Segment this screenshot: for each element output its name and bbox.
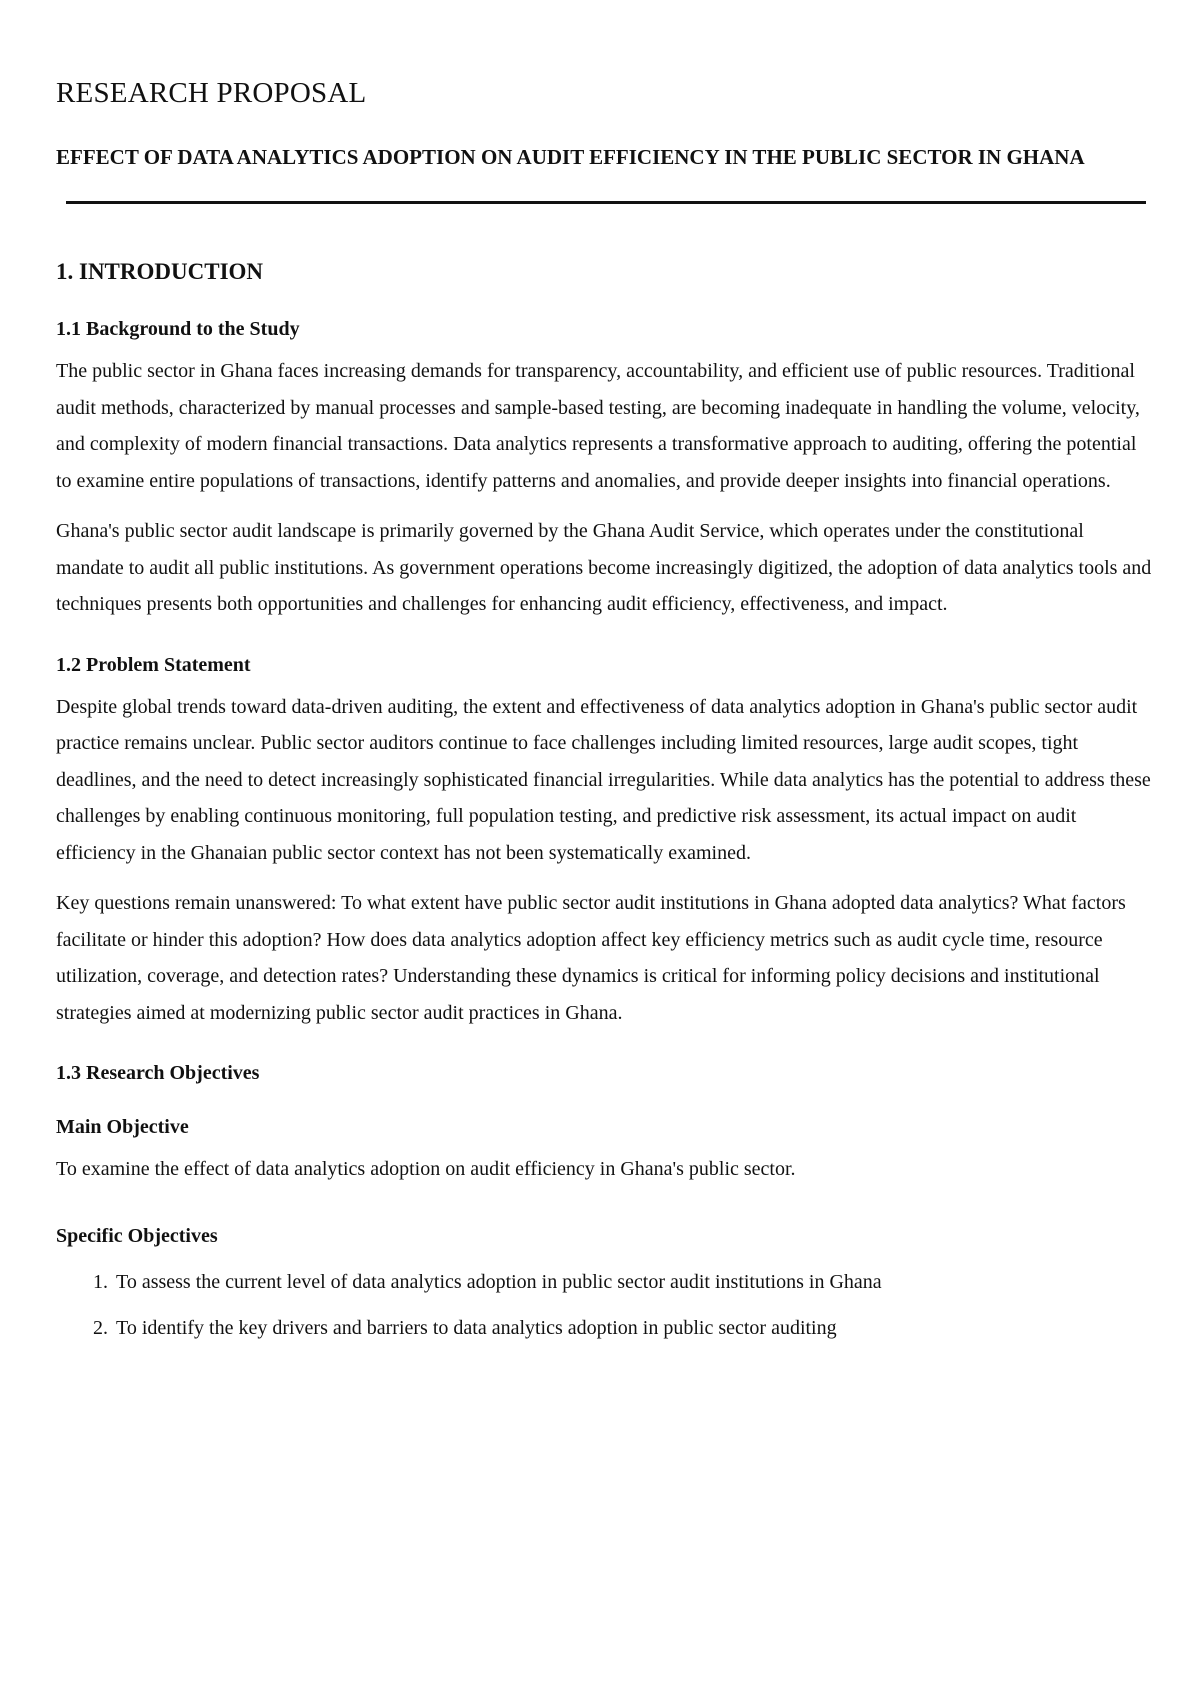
subsection-heading-research-objectives: 1.3 Research Objectives	[56, 1062, 260, 1085]
specific-objectives-list	[56, 1264, 1156, 1347]
main-objective-heading: Main Objective	[56, 1116, 189, 1139]
main-objective-text: To examine the effect of data analytics adoption on audit efficiency in Ghana's public sector.	[56, 1158, 796, 1181]
paragraph: Despite global trends toward data-driven auditing, the extent and effectiveness of data analytics adoption in Ghana's public sector audit practice remains unclear. Public sector auditors continue to face challenges including limited resources, large audit scopes, tight deadlines, and the need to detect increasingly sophisticated financial irregularities. While data analytics has the potential to address these challenges by enabling continuous monitoring, full population testing, and predictive risk assessment, its actual impact on audit efficiency in the Ghanaian public sector context has not been systematically examined.	[56, 695, 1151, 864]
paragraph: The public sector in Ghana faces increasing demands for transparency, accountability, and efficient use of public resources. Traditional audit methods, characterized by manual processes and sample-based testing, are becoming inadequate in handling the volume, velocity, and complexity of modern financial transactions. Data analytics represents a transformative approach to auditing, offering the potential to examine entire populations of transactions, identify patterns and anomalies, and provide deeper insights into financial operations.	[56, 360, 1140, 492]
subsection-heading-background: 1.1 Background to the Study	[56, 318, 300, 341]
list-item-text: To identify the key drivers and barriers to data analytics adoption in public sector auditing	[116, 1317, 837, 1340]
list-item	[56, 1264, 1156, 1301]
subsection-heading-problem-statement: 1.2 Problem Statement	[56, 653, 251, 676]
document-title: RESEARCH PROPOSAL	[56, 77, 367, 109]
list-item-text: To assess the current level of data analytics adoption in public sector audit institutions in Ghana	[116, 1270, 882, 1293]
document-subtitle: EFFECT OF DATA ANALYTICS ADOPTION ON AUDIT EFFICIENCY IN THE PUBLIC SECTOR IN GHANA	[56, 144, 1085, 169]
horizontal-rule	[66, 201, 1146, 204]
list-item	[56, 1310, 1156, 1347]
list-item-number: 1.	[93, 1270, 108, 1293]
paragraph: Key questions remain unanswered: To what extent have public sector audit institutions in Ghana adopted data analytics? What factors facilitate or hinder this adoption? How does data analytics adoption affect key efficiency metrics such as audit cycle time, resource utilization, coverage, and detection rates? Understanding these dynamics is critical for informing policy decisions and institutional strategies aimed at modernizing public sector audit practices in Ghana.	[56, 892, 1126, 1024]
paragraph: Ghana's public sector audit landscape is primarily governed by the Ghana Audit Service, which operates under the constitutional mandate to audit all public institutions. As government operations become increasingly digitized, the adoption of data analytics tools and techniques presents both opportunities and challenges for enhancing audit efficiency, effectiveness, and impact.	[56, 520, 1152, 616]
specific-objectives-heading: Specific Objectives	[56, 1224, 218, 1247]
section-heading-introduction: 1. INTRODUCTION	[56, 258, 264, 284]
list-item-number: 2.	[93, 1317, 108, 1340]
document-page	[56, 76, 1156, 1357]
